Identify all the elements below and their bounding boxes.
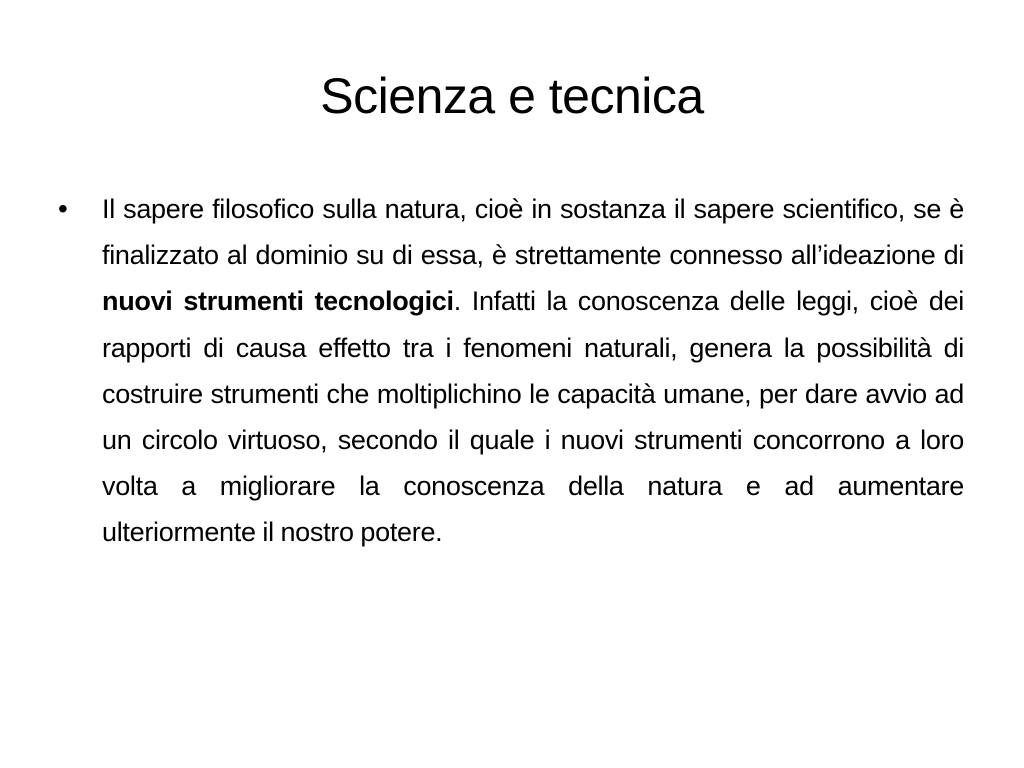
bullet-item [58, 186, 964, 556]
bullet-text-intro: Il sapere filosofico sulla natura, cioè in sostanza il sapere scientifico, se è finalizzato al dominio su di essa, è strettamente connesso all’ideazione di [102, 194, 964, 271]
slide-title: Scienza e tecnica [320, 68, 704, 124]
bullet-text-continuation: . Infatti la conoscenza delle leggi, cioè dei rapporti di causa effetto tra i fenomeni naturali, genera la possibilità di costruire strumenti che moltiplichino le capacità umane, per dare avvio ad un circolo virtuoso, secondo il quale i nuovi strumenti concorrono a loro volta a migliorare la conoscenza della natura e ad aumentare ulteriormente il nostro potere. [102, 286, 964, 548]
bullet-text-emphasis: nuovi strumenti tecnologici [102, 286, 454, 317]
slide-body [58, 186, 964, 556]
bullet-icon: • [58, 193, 68, 224]
bullet-text [102, 186, 964, 556]
